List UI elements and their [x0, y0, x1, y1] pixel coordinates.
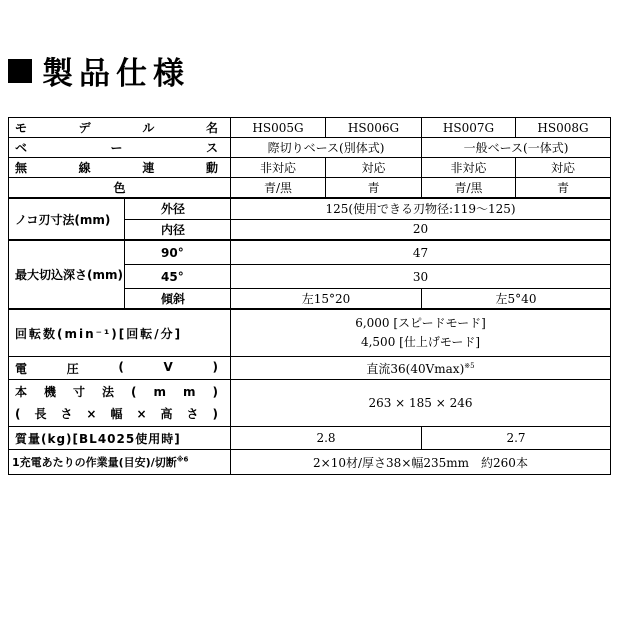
wireless-cell: 非対応: [422, 158, 516, 178]
rpm-label: 回転数(min⁻¹)[回転/分]: [9, 309, 231, 357]
wireless-cell: 非対応: [231, 158, 326, 178]
workload-label: 1充電あたりの作業量(目安)/切断$^{※6}$: [9, 450, 231, 475]
wireless-row: [9, 158, 611, 178]
base-label: ベ ー ス: [9, 138, 231, 158]
dimensions-value: 263 × 185 × 246: [231, 380, 611, 427]
blade-outer-label: 外径: [125, 198, 231, 219]
black-square-icon: [8, 59, 32, 83]
blade-inner-label: 内径: [125, 219, 231, 240]
color-cell: 青/黒: [422, 178, 516, 199]
blade-outer-row: [9, 198, 611, 219]
mass-value: 2.8: [231, 427, 422, 450]
base-cell: 一般ベース(一体式): [422, 138, 611, 158]
color-cell: 青: [326, 178, 422, 199]
depth-90-row: [9, 240, 611, 265]
voltage-row: [9, 357, 611, 380]
base-row: [9, 138, 611, 158]
mass-row: [9, 427, 611, 450]
section-title-text: 製品仕様: [42, 56, 190, 92]
blade-outer-value: 125(使用できる刃物径:119～125): [231, 198, 611, 219]
rpm-value: [231, 309, 611, 357]
workload-note: ※6: [176, 455, 189, 464]
model-cell: HS006G: [326, 118, 422, 138]
base-cell: 際切りベース(別体式): [231, 138, 422, 158]
voltage-note: ※5: [464, 361, 475, 370]
depth-label: 最大切込深さ(mm): [9, 240, 125, 309]
wireless-label: 無 線 連 動: [9, 158, 231, 178]
section-title: [8, 48, 190, 93]
rpm-line: 6,000 [スピードモード]: [355, 316, 486, 330]
voltage-label: 電 圧 ( V ): [9, 357, 231, 380]
rpm-row: [9, 309, 611, 357]
workload-row: [9, 450, 611, 475]
mass-value: 2.7: [422, 427, 611, 450]
model-cell: HS007G: [422, 118, 516, 138]
dimensions-row: [9, 380, 611, 427]
blade-inner-value: 20: [231, 219, 611, 240]
color-row: [9, 178, 611, 199]
workload-value: 2×10材/厚さ38×幅235mm 約260本: [231, 450, 611, 475]
color-cell: 青/黒: [231, 178, 326, 199]
depth-tilt-label: 傾斜: [125, 289, 231, 310]
voltage-value: 直流$36(40Vmax)^{※5}$: [231, 357, 611, 380]
dimensions-label: 本 機 寸 法 ( m m ) ( 長 さ × 幅 × 高 さ ): [9, 380, 231, 427]
color-label: 色: [9, 178, 231, 199]
model-label: モ デ ル 名: [9, 118, 231, 138]
model-cell: HS008G: [516, 118, 611, 138]
wireless-cell: 対応: [516, 158, 611, 178]
model-cell: HS005G: [231, 118, 326, 138]
depth-90-label: 90°: [125, 240, 231, 265]
model-row: [9, 118, 611, 138]
color-cell: 青: [516, 178, 611, 199]
depth-tilt-value: 左5°40: [422, 289, 611, 310]
depth-45-label: 45°: [125, 265, 231, 289]
mass-label: 質量(kg)[BL4025使用時]: [9, 427, 231, 450]
depth-tilt-value: 左15°20: [231, 289, 422, 310]
wireless-cell: 対応: [326, 158, 422, 178]
rpm-line: 4,500 [仕上げモード]: [360, 335, 481, 349]
blade-label: ノコ刃寸法(mm): [9, 198, 125, 240]
depth-90-value: 47: [231, 240, 611, 265]
spec-table: [8, 117, 611, 475]
depth-45-value: 30: [231, 265, 611, 289]
